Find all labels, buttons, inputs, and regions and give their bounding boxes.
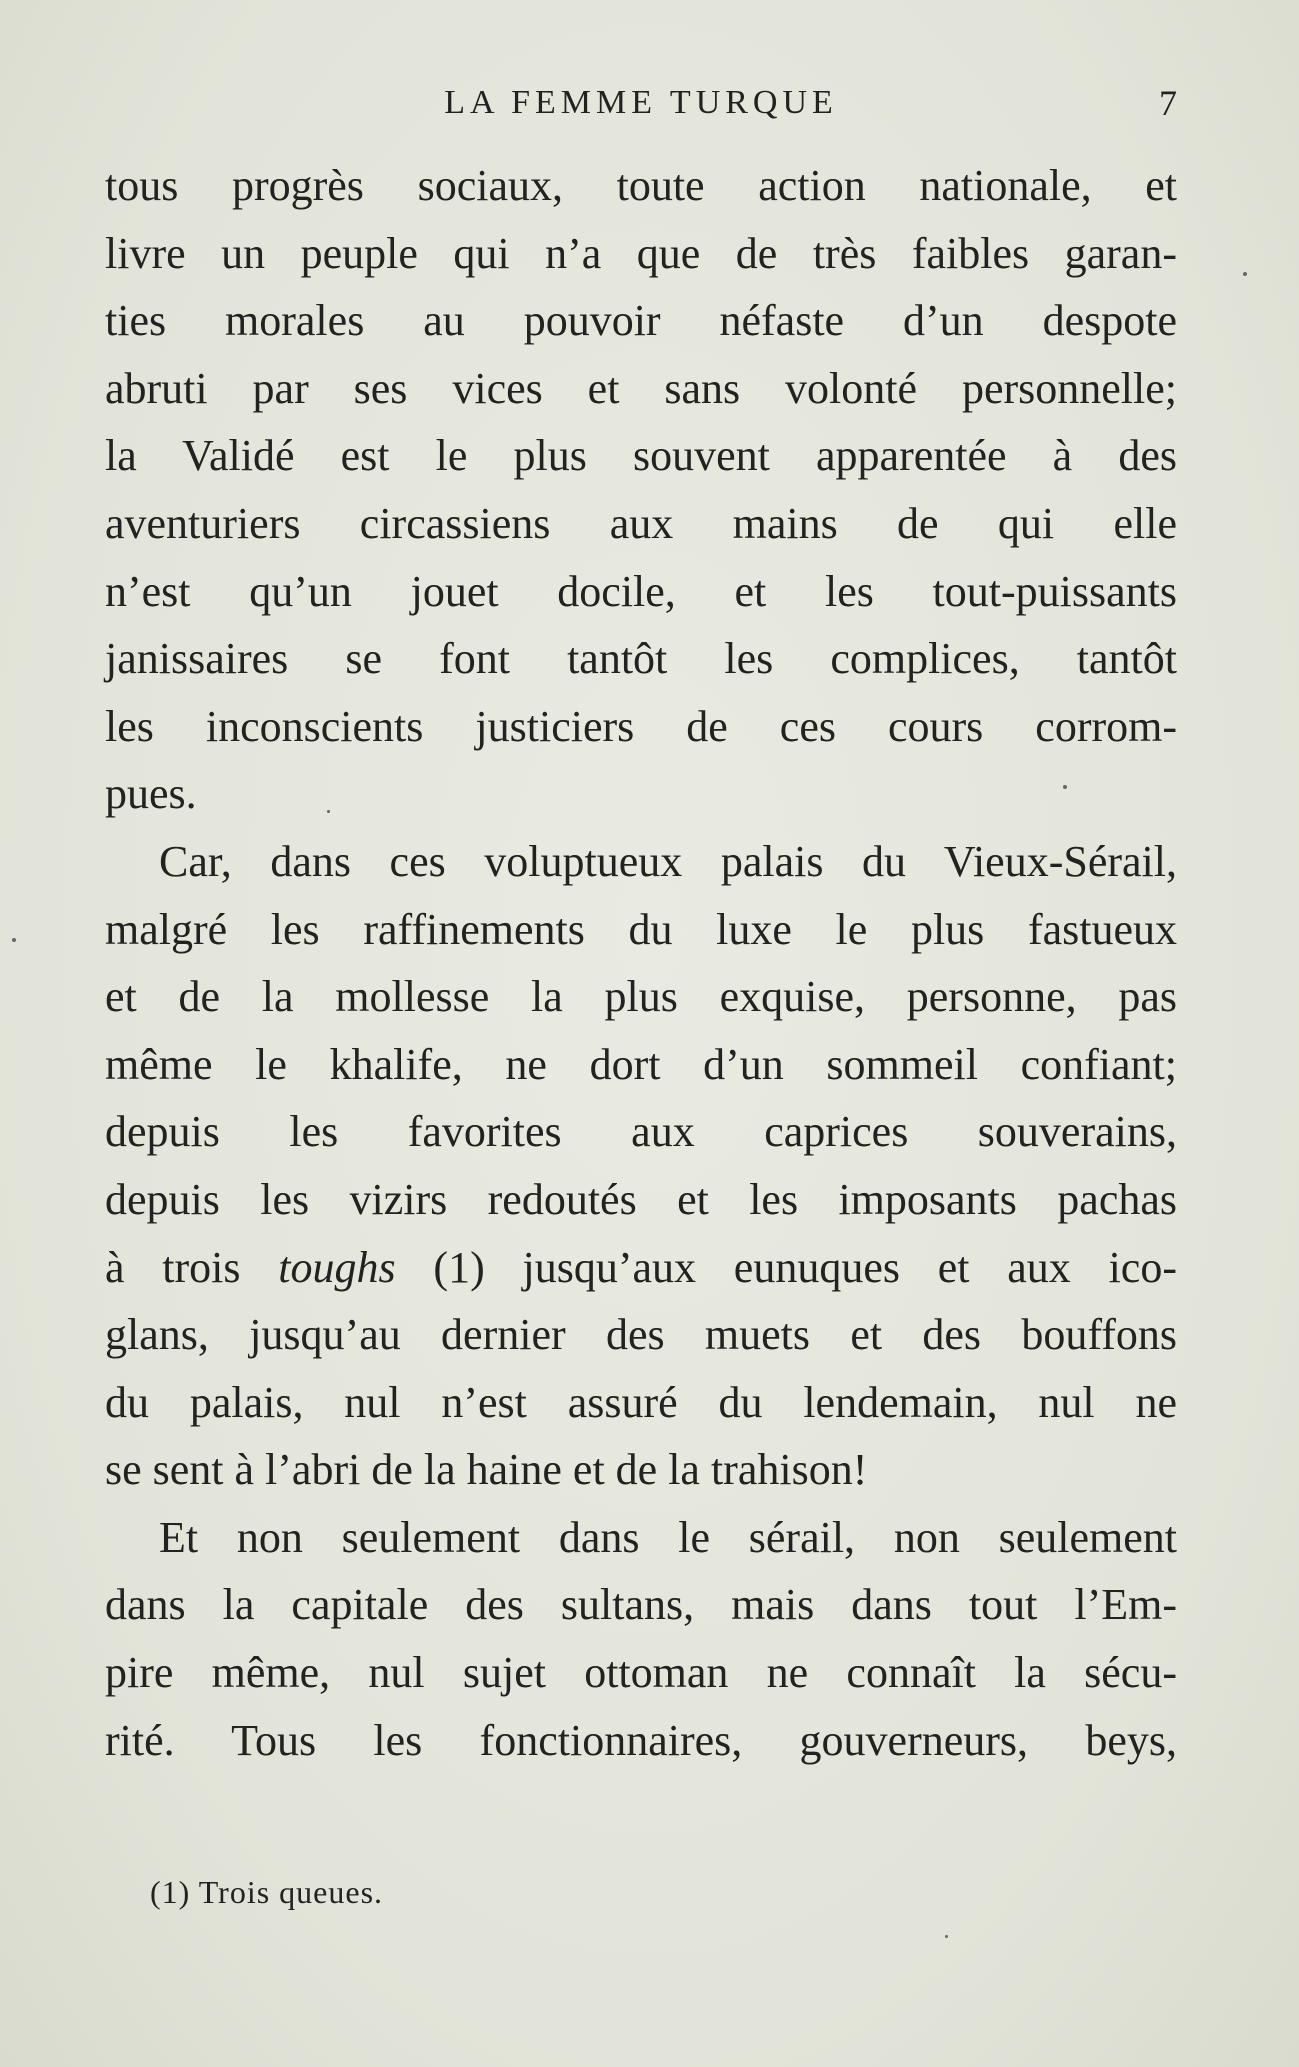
- text-line: même le khalife, ne dort d’un sommeil confiant;: [105, 1039, 1177, 1089]
- text-segment: à trois: [105, 1242, 279, 1292]
- text-line: aventuriers circassiens aux mains de qui elle: [105, 498, 1177, 548]
- text-line: du palais, nul n’est assuré du lendemain, nul ne: [105, 1377, 1177, 1427]
- text-line: tous progrès sociaux, toute action nationale, et: [105, 161, 1177, 210]
- text-line: depuis les favorites aux caprices souverains,: [105, 1107, 1177, 1157]
- paper-speck: [945, 1935, 948, 1938]
- footnote: (1) Trois queues.: [150, 1874, 384, 1910]
- text-line: dans la capitale des sultans, mais dans tout l’Em-: [105, 1580, 1177, 1630]
- running-head: [105, 78, 1177, 128]
- paper-speck: [1063, 785, 1067, 789]
- page-number: 7: [1159, 83, 1177, 123]
- text-line: Car, dans ces voluptueux palais du Vieux-Sérail,: [159, 836, 1177, 886]
- text-line: les inconscients justiciers de ces cours corrom-: [105, 701, 1177, 751]
- text-line: ties morales au pouvoir néfaste d’un despote: [105, 296, 1177, 346]
- paper-speck: [1243, 272, 1247, 276]
- text-line: abruti par ses vices et sans volonté personnelle;: [105, 363, 1177, 413]
- italic-term: toughs: [278, 1242, 396, 1292]
- text-line: livre un peuple qui n’a que de très faibles garan-: [105, 228, 1177, 278]
- text-line: n’est qu’un jouet docile, et les tout-puissants: [105, 566, 1177, 616]
- text-line: se sent à l’abri de la haine et de la trahison!: [105, 1445, 868, 1495]
- text-line: glans, jusqu’au dernier des muets et des bouffons: [105, 1310, 1177, 1360]
- paper-speck: [327, 810, 330, 813]
- running-title: LA FEMME TURQUE: [444, 84, 838, 121]
- text-line: [105, 1234, 1177, 1302]
- text-segment: (1) jusqu’aux eunuques et aux ico-: [395, 1242, 1177, 1292]
- text-line: Et non seulement dans le sérail, non seulement: [159, 1512, 1177, 1562]
- body-text: [105, 152, 1177, 1774]
- text-line: rité. Tous les fonctionnaires, gouverneurs, beys,: [105, 1715, 1177, 1765]
- text-line: janissaires se font tantôt les complices, tantôt: [105, 634, 1177, 684]
- paper-speck: [12, 938, 16, 942]
- text-line: pues.: [105, 769, 197, 819]
- text-line: depuis les vizirs redoutés et les imposants pachas: [105, 1174, 1177, 1224]
- text-line: malgré les raffinements du luxe le plus fastueux: [105, 904, 1177, 954]
- text-line: et de la mollesse la plus exquise, personne, pas: [105, 972, 1177, 1022]
- text-line: la Validé est le plus souvent apparentée à des: [105, 431, 1177, 481]
- text-line: pire même, nul sujet ottoman ne connaît la sécu-: [105, 1648, 1177, 1698]
